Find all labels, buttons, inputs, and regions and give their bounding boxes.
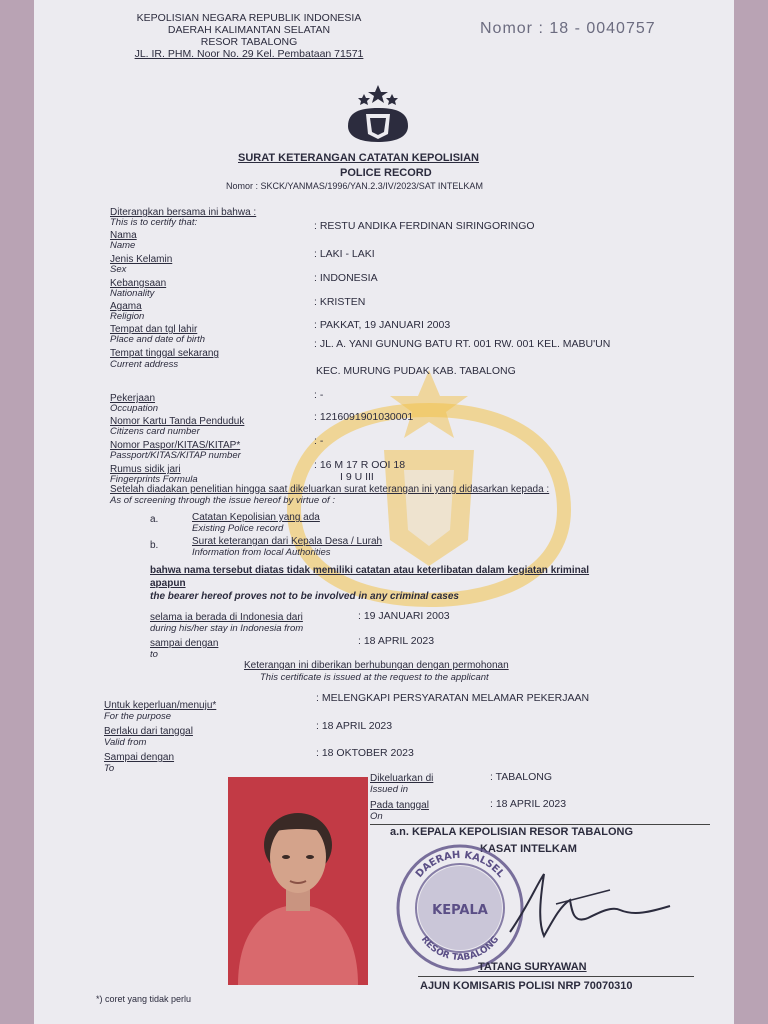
title-number: Nomor : SKCK/YANMAS/1996/YAN.2.3/IV/2023/SAT INTELKAM — [226, 181, 483, 191]
document-subtitle: POLICE RECORD — [340, 167, 432, 179]
issued-in-value: : TABALONG — [490, 771, 553, 783]
statement-english: the bearer hereof proves not to be involved in any criminal cases — [150, 591, 459, 602]
valid-to-value: : 18 OKTOBER 2023 — [316, 747, 414, 759]
field-label: Rumus sidik jari — [110, 464, 181, 475]
document-title: SURAT KETERANGAN CATATAN KEPOLISIAN — [238, 152, 479, 164]
field-value-fingerprint-2: I 9 U III — [340, 471, 374, 483]
stamp-top-text: DAERAH KALSEL — [413, 849, 507, 880]
field-label-en: Sex — [110, 264, 127, 275]
screening-letter-b: b. — [150, 540, 159, 551]
screening-item-a: Catatan Kepolisian yang ada — [192, 512, 320, 523]
purpose-label: Untuk keperluan/menuju* — [104, 700, 217, 711]
valid-from-label: Berlaku dari tanggal — [104, 726, 193, 737]
intro-english: This is to certify that: — [110, 217, 198, 228]
footnote: *) coret yang tidak perlu — [96, 994, 192, 1004]
stamp-center-text: KEPALA — [432, 903, 488, 918]
stay-from-value: : 19 JANUARI 2003 — [358, 610, 450, 622]
field-value-citizen-card: : 1216091901030001 — [314, 411, 414, 423]
field-label-en: Religion — [110, 311, 145, 322]
field-value-fingerprint: : 16 M 17 R OOI 18 — [314, 459, 406, 471]
screening-item-b-en: Information from local Authorities — [192, 547, 331, 558]
issued-in-label-en: Issued in — [370, 784, 409, 795]
statement-indonesian: bahwa nama tersebut diatas tidak memiliki catatan atau keterlibatan dalam kegiatan kriminal — [150, 565, 590, 576]
statement-indonesian-2: apapun — [150, 578, 186, 589]
signatory-name: TATANG SURYAWAN — [478, 961, 587, 973]
header-block — [114, 12, 384, 60]
valid-from-label-en: Valid from — [104, 737, 147, 748]
stay-to-value: : 18 APRIL 2023 — [358, 635, 435, 647]
field-value-name: : RESTU ANDIKA FERDINAN SIRINGORINGO — [314, 220, 535, 232]
police-emblem-icon — [340, 82, 416, 146]
field-label: Nama — [110, 230, 137, 241]
field-label: Jenis Kelamin — [110, 254, 173, 265]
valid-to-label: Sampai dengan — [104, 752, 175, 763]
issued-on-label: Pada tanggal — [370, 800, 429, 811]
screening-letter-a: a. — [150, 514, 159, 525]
screening-english: As of screening through the issue hereof by virtue of : — [110, 495, 335, 506]
field-label-en: Place and date of birth — [110, 334, 206, 345]
field-label: Agama — [110, 301, 142, 312]
handwritten-signature-icon — [500, 866, 680, 946]
field-label: Tempat tinggal sekarang — [110, 348, 219, 359]
field-label: Pekerjaan — [110, 393, 156, 404]
header-line-2: DAERAH KALIMANTAN SELATAN — [167, 24, 331, 36]
issued-in-label: Dikeluarkan di — [370, 773, 434, 784]
purpose-value: : MELENGKAPI PERSYARATAN MELAMAR PEKERJAAN — [316, 692, 590, 704]
field-value-address-2: KEC. MURUNG PUDAK KAB. TABALONG — [316, 365, 516, 377]
field-value-birth: : PAKKAT, 19 JANUARI 2003 — [314, 319, 451, 331]
purpose-label-en: For the purpose — [104, 711, 172, 722]
field-label-en: Citizens card number — [110, 426, 200, 437]
field-value-occupation: : - — [314, 389, 324, 401]
field-label-en: Passport/KITAS/KITAP number — [110, 450, 241, 461]
field-label-en: Fingerprints Formula — [110, 474, 198, 485]
stay-from-label: selama ia berada di Indonesia dari — [150, 612, 303, 623]
divider — [418, 976, 694, 977]
divider — [370, 824, 710, 825]
stay-to-label: sampai dengan — [150, 638, 219, 649]
field-label: Tempat dan tgl lahir — [110, 324, 198, 335]
header-address: JL. IR. PHM. Noor No. 29 Kel. Pembataan 71571 — [134, 48, 364, 60]
applicant-photo — [228, 777, 368, 985]
document-page — [34, 0, 734, 1024]
field-value-passport: : - — [314, 435, 324, 447]
field-label: Kebangsaan — [110, 278, 167, 289]
field-value-sex: : LAKI - LAKI — [314, 248, 375, 260]
field-value-address: : JL. A. YANI GUNUNG BATU RT. 001 RW. 001 KEL. MABU'UN — [314, 338, 611, 350]
issued-on-value: : 18 APRIL 2023 — [490, 798, 567, 810]
header-line-1: KEPOLISIAN NEGARA REPUBLIK INDONESIA — [136, 12, 362, 24]
header-line-3: RESOR TABALONG — [200, 36, 298, 48]
screening-item-a-en: Existing Police record — [192, 523, 284, 534]
field-label: Nomor Kartu Tanda Penduduk — [110, 416, 245, 427]
issued-reason-indonesian: Keterangan ini diberikan berhubungan dengan permohonan — [244, 660, 509, 671]
issued-reason-english: This certificate is issued at the request to the applicant — [260, 672, 489, 683]
field-label-en: Name — [110, 240, 136, 251]
field-label: Nomor Paspor/KITAS/KITAP* — [110, 440, 241, 451]
screening-item-b: Surat keterangan dari Kepala Desa / Lurah — [192, 536, 383, 547]
screening-indonesian: Setelah diadakan penelitian hingga saat dikeluarkan surat keterangan ini yang didasarkan kepada : — [110, 484, 550, 495]
document-number: Nomor : 18 - 0040757 — [480, 20, 656, 37]
signature-title: a.n. KEPALA KEPOLISIAN RESOR TABALONG — [390, 826, 634, 838]
field-value-nationality: : INDONESIA — [314, 272, 378, 284]
intro-indonesian: Diterangkan bersama ini bahwa : — [110, 207, 257, 218]
signatory-rank: AJUN KOMISARIS POLISI NRP 70070310 — [420, 980, 633, 992]
valid-from-value: : 18 APRIL 2023 — [316, 720, 393, 732]
stay-from-label-en: during his/her stay in Indonesia from — [150, 623, 304, 634]
issued-on-label-en: On — [370, 811, 383, 822]
signature-subtitle: KASAT INTELKAM — [480, 843, 577, 855]
stamp-bottom-text: RESOR TABALONG — [418, 934, 502, 964]
field-label-en: Nationality — [110, 288, 155, 299]
valid-to-label-en: To — [104, 763, 115, 774]
field-label-en: Occupation — [110, 403, 159, 414]
field-label-en: Current address — [110, 359, 179, 370]
field-value-religion: : KRISTEN — [314, 296, 366, 308]
stay-to-label-en: to — [150, 649, 158, 660]
